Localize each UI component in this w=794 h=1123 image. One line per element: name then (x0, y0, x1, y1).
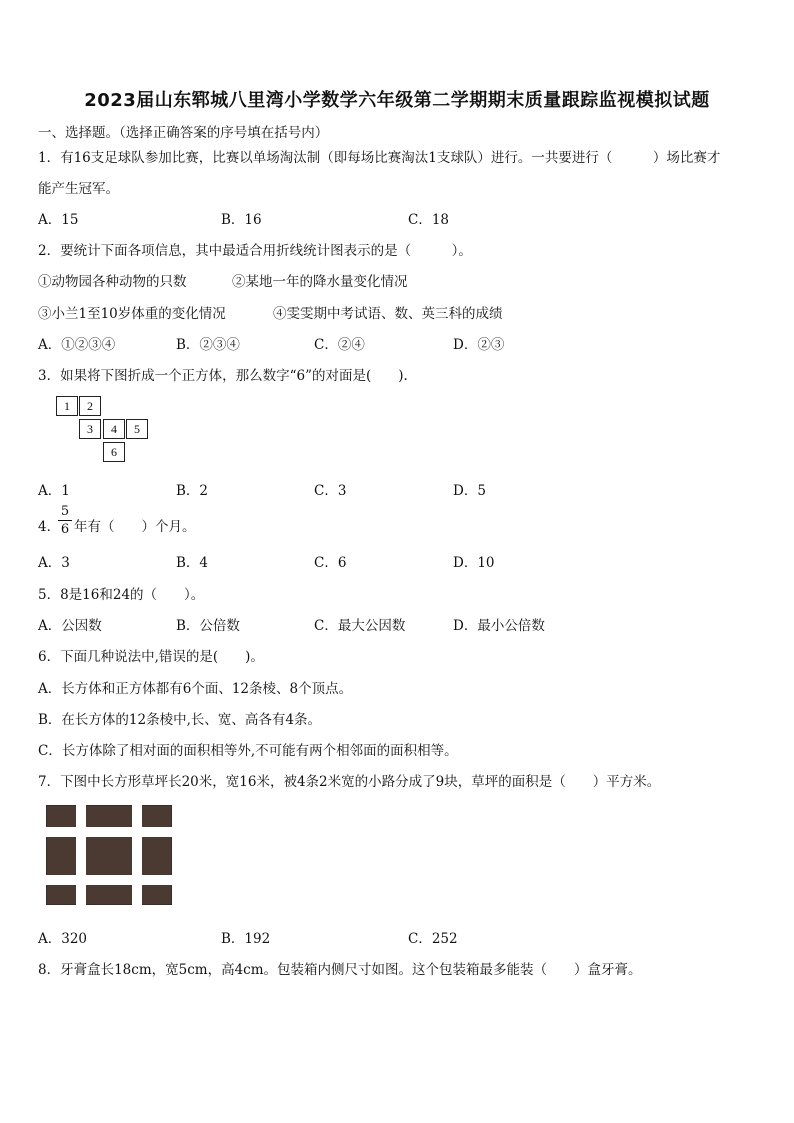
q2-item-4: ④雯雯期中考试语、数、英三科的成绩 (273, 306, 503, 322)
question-7-stem: 7．下图中长方形草坪长20米，宽16米，被4条2米宽的小路分成了9块，草坪的面积是（ ）平方米。 (38, 774, 661, 790)
q2-item-3: ③小兰1至10岁体重的变化情况 (38, 306, 226, 322)
q4-option-a[interactable]: A．3 (38, 555, 70, 571)
page-title: 2023届山东郓城八里湾小学数学六年级第二学期期末质量跟踪监视模拟试题 (84, 90, 710, 111)
q7-option-a[interactable]: A．320 (38, 931, 88, 947)
q1-option-c[interactable]: C．18 (408, 212, 450, 228)
q5-option-d[interactable]: D．最小公倍数 (453, 618, 545, 634)
q3-option-d[interactable]: D．5 (453, 483, 486, 499)
q2-item-2: ②某地一年的降水量变化情况 (232, 274, 408, 290)
question-4-stem: 年有（ ）个月。 (74, 519, 196, 535)
net-cell: 1 (56, 396, 78, 416)
q7-option-c[interactable]: C．252 (408, 931, 458, 947)
fraction-bar (58, 520, 72, 521)
path-vertical-1 (76, 805, 86, 905)
q2-option-c[interactable]: C．②④ (314, 337, 365, 353)
q6-option-c[interactable]: C．长方体除了相对面的面积相等外,不可能有两个相邻面的面积相等。 (38, 743, 458, 759)
cube-net-figure (56, 396, 156, 466)
q5-option-c[interactable]: C．最大公因数 (314, 618, 406, 634)
q5-option-a[interactable]: A．公因数 (38, 618, 102, 634)
q4-option-c[interactable]: C．6 (314, 555, 347, 571)
q2-option-d[interactable]: D．②③ (453, 337, 505, 353)
lawn-rect (46, 805, 172, 905)
net-cell: 2 (79, 396, 101, 416)
q3-option-b[interactable]: B．2 (176, 483, 209, 499)
section-heading: 一、选择题。（选择正确答案的序号填在括号内） (38, 125, 329, 141)
q2-option-b[interactable]: B．②③④ (176, 337, 240, 353)
net-cell: 4 (103, 419, 125, 439)
q5-option-b[interactable]: B．公倍数 (176, 618, 240, 634)
path-horizontal-2 (46, 875, 172, 885)
q7-option-b[interactable]: B．192 (221, 931, 271, 947)
question-3-stem: 3．如果将下图折成一个正方体，那么数字“6”的对面是( ). (38, 368, 408, 384)
q6-option-b[interactable]: B．在长方体的12条棱中,长、宽、高各有4条。 (38, 712, 321, 728)
net-cell: 3 (79, 419, 101, 439)
question-2-stem: 2．要统计下面各项信息，其中最适合用折线统计图表示的是（ ）。 (38, 243, 472, 259)
q3-option-c[interactable]: C．3 (314, 483, 347, 499)
question-4-number: 4． (38, 519, 61, 535)
lawn-figure (46, 805, 172, 905)
path-horizontal-1 (46, 827, 172, 837)
fraction-numerator: 5 (60, 504, 70, 519)
q6-option-a[interactable]: A．长方体和正方体都有6个面、12条棱、8个顶点。 (38, 681, 353, 697)
q2-item-1: ①动物园各种动物的只数 (38, 274, 187, 290)
net-cell: 6 (103, 442, 125, 462)
fraction (58, 504, 72, 537)
q4-option-d[interactable]: D．10 (453, 555, 495, 571)
fraction-denominator: 6 (60, 522, 70, 537)
question-5-stem: 5．8是16和24的（ ）。 (38, 587, 205, 603)
q4-option-b[interactable]: B．4 (176, 555, 209, 571)
question-6-stem: 6．下面几种说法中,错误的是( )。 (38, 649, 264, 665)
q1-option-a[interactable]: A．15 (38, 212, 79, 228)
path-vertical-2 (132, 805, 142, 905)
question-1-line-2: 能产生冠军。 (38, 181, 119, 197)
question-1-line-1: 1．有16支足球队参加比赛，比赛以单场淘汰制（即每场比赛淘汰1支球队）进行。一共要进行（ ）场比赛才 (38, 150, 721, 166)
q3-option-a[interactable]: A．1 (38, 483, 70, 499)
q2-option-a[interactable]: A．①②③④ (38, 337, 116, 353)
q1-option-b[interactable]: B．16 (221, 212, 262, 228)
question-8-stem: 8．牙膏盒长18cm，宽5cm，高4cm。包装箱内侧尺寸如图。这个包装箱最多能装（ ）盒牙膏。 (38, 962, 642, 978)
net-cell: 5 (126, 419, 148, 439)
